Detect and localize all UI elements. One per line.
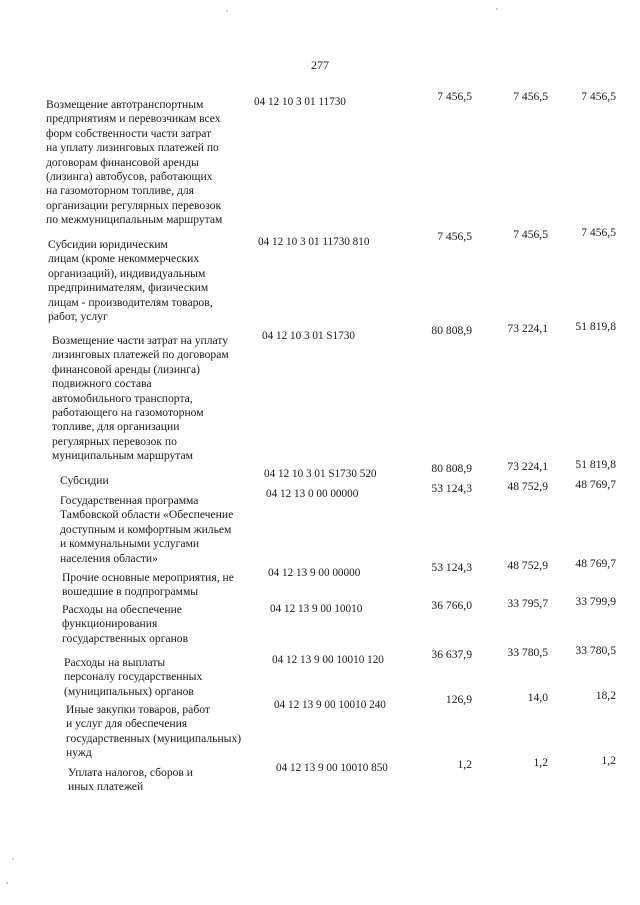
row-value-2: 73 224,1	[507, 460, 548, 473]
row-value-3: 48 769,7	[575, 557, 616, 570]
row-value-3: 18,2	[595, 689, 616, 702]
row-code: 04 12 13 9 00 10010 120	[272, 654, 384, 666]
row-code: 04 12 13 9 00 10010 240	[274, 699, 386, 711]
row-code: 04 12 13 9 00 10010	[270, 603, 363, 615]
row-description: Расходы на выплаты персоналу государственных (муниципальных) органов	[64, 656, 203, 698]
row-value-3: 51 819,8	[575, 458, 616, 471]
row-value-1: 80 808,9	[431, 462, 472, 475]
row-description: Возмещение части затрат на уплату лизинговых платежей по договорам финансовой аренды (лизинга) подвижного состава автомобильного транспорта, работающего на газомоторном топливе, для организации регулярных перевозок по муниципальным маршрутам	[52, 334, 229, 463]
row-code: 04 12 10 3 01 11730 810	[258, 236, 370, 248]
row-value-1: 80 808,9	[431, 324, 472, 337]
row-code: 04 12 10 3 01 S1730	[262, 330, 355, 342]
row-description: Возмещение автотранспортным предприятиям и перевозчикам всех форм собственности части затрат на уплату лизинговых платежей по договорам финансовой аренды (лизинга) автобусов, работающих на газомоторном топливе, для организации регулярных перевозок по межмуниципальным маршрутам	[46, 98, 223, 227]
row-value-3: 1,2	[601, 754, 616, 767]
row-value-3: 33 799,9	[575, 595, 616, 608]
row-value-1: 53 124,3	[431, 561, 472, 574]
row-value-1: 126,9	[445, 693, 472, 706]
row-value-2: 7 456,5	[513, 90, 548, 103]
row-value-2: 7 456,5	[513, 228, 548, 241]
row-description: Уплата налогов, сборов и иных платежей	[68, 766, 194, 794]
row-code: 04 12 10 3 01 11730	[254, 96, 346, 108]
row-value-2: 33 795,7	[507, 597, 548, 610]
row-value-1: 36 637,9	[431, 648, 472, 661]
row-value-2: 14,0	[527, 691, 548, 704]
row-description: Иные закупки товаров, работ и услуг для обеспечения государственных (муниципальных) нужд	[66, 703, 242, 760]
scan-speck	[12, 858, 14, 860]
row-value-2: 48 752,9	[507, 559, 548, 572]
row-code: 04 12 13 9 00 10010 850	[276, 762, 388, 774]
row-code: 04 12 13 0 00 00000	[266, 488, 359, 500]
row-value-2: 73 224,1	[507, 322, 548, 335]
page-number: 277	[311, 58, 329, 72]
row-description: Государственная программа Тамбовской области «Обеспечение доступным и комфортным жильем и коммунальными услугами населения области»	[60, 494, 234, 565]
row-value-3: 7 456,5	[581, 90, 616, 103]
row-value-2: 48 752,9	[507, 480, 548, 493]
row-value-1: 7 456,5	[437, 90, 472, 103]
row-value-3: 48 769,7	[575, 478, 616, 491]
row-value-2: 33 780,5	[507, 646, 548, 659]
row-description: Субсидии юридическим лицам (кроме некоммерческих организаций), индивидуальным предпринимателям, физическим лицам - производителям товаров, работ, услуг	[48, 238, 213, 324]
row-value-1: 53 124,3	[431, 482, 472, 495]
row-value-3: 33 780,5	[575, 644, 616, 657]
row-code: 04 12 10 3 01 S1730 520	[264, 468, 377, 480]
row-value-2: 1,2	[533, 756, 548, 769]
scan-speck	[6, 882, 8, 884]
row-code: 04 12 13 9 00 00000	[268, 567, 361, 579]
row-value-1: 1,2	[457, 758, 472, 771]
row-value-3: 51 819,8	[575, 320, 616, 333]
row-description: Прочие основные мероприятия, не вошедшие в подпрограммы	[62, 571, 234, 599]
row-value-3: 7 456,5	[581, 226, 616, 239]
row-description: Расходы на обеспечение функционирования государственных органов	[62, 603, 189, 645]
row-value-1: 36 766,0	[431, 599, 472, 612]
scan-speck	[226, 10, 228, 12]
row-description: Субсидии	[60, 474, 109, 487]
scan-speck	[496, 8, 498, 10]
row-value-1: 7 456,5	[437, 230, 472, 243]
